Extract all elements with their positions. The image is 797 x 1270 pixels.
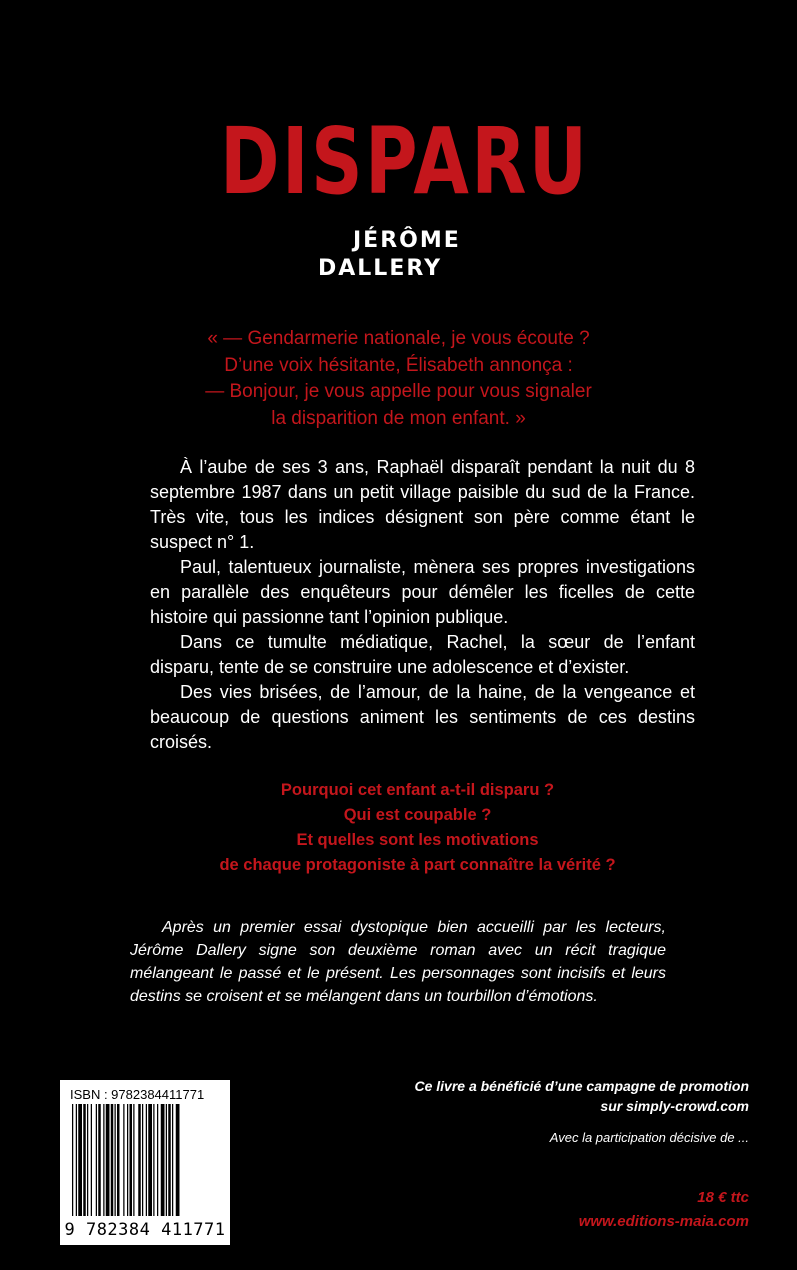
barcode-bar (123, 1104, 124, 1216)
isbn-label: ISBN : 9782384411771 (70, 1087, 205, 1102)
book-title: DISPARU (220, 108, 590, 215)
barcode-bar (127, 1104, 128, 1216)
barcode-bar (172, 1104, 173, 1216)
barcode-bar (142, 1104, 143, 1216)
quote-line: « — Gendarmerie nationale, je vous écoute ? (207, 328, 590, 349)
barcode-bar (161, 1104, 165, 1216)
participation-text: Avec la participation décisive de ... (549, 1130, 749, 1145)
barcode-bar (103, 1104, 104, 1216)
barcode-bar (130, 1104, 133, 1216)
barcode-box (60, 1080, 230, 1245)
barcode-bar (115, 1104, 116, 1216)
barcode-bar (138, 1104, 141, 1216)
barcode-bar (96, 1104, 97, 1216)
barcode-bar (117, 1104, 120, 1216)
price: 18 € ttc (697, 1189, 749, 1206)
barcode-bar (166, 1104, 167, 1216)
author-name (318, 228, 478, 288)
barcode-bar (83, 1104, 86, 1216)
website-link[interactable]: www.editions-maia.com (578, 1213, 749, 1230)
author-bio (130, 916, 666, 1008)
question-line: de chaque protagoniste à part connaître la vérité ? (219, 856, 616, 874)
barcode-bar (133, 1104, 134, 1216)
quote-line: la disparition de mon enfant. » (271, 407, 526, 429)
author-last-name: DALLERY (318, 256, 443, 281)
barcode-bar (111, 1104, 114, 1216)
barcode-bar (168, 1104, 171, 1216)
promo-line: sur simply-crowd.com (600, 1098, 749, 1114)
promo-block (349, 1076, 749, 1145)
synopsis (150, 455, 695, 755)
barcode-bar (153, 1104, 154, 1216)
barcode-bar (76, 1104, 77, 1216)
barcode-bar (72, 1104, 73, 1216)
barcode-bar (87, 1104, 88, 1216)
price-block (579, 1186, 749, 1234)
synopsis-paragraph: Paul, talentueux journaliste, mènera ses propres investigations en parallèle des enquêteurs pour démêler les ficelles de cette histoire qui passionne tant l’opinion publique. (150, 557, 695, 627)
synopsis-paragraph: Des vies brisées, de l’amour, de la haine, de la vengeance et beaucoup de questions animent les sentiments de ces destins croisés. (150, 682, 695, 752)
question-line: Et quelles sont les motivations (296, 831, 539, 849)
quote-line: D’une voix hésitante, Élisabeth annonça : (224, 354, 573, 376)
barcode-bar (98, 1104, 101, 1216)
author-first-name: JÉRÔME (353, 228, 461, 253)
isbn-digits: 9 782384 411771 (64, 1220, 226, 1240)
question-line: Pourquoi cet enfant a-t-il disparu ? (280, 781, 555, 799)
author-bio-text: Après un premier essai dystopique bien accueilli par les lecteurs, Jérôme Dallery signe son deuxième roman avec un récit tragique mélangeant le passé et le présent. Les personnages sont incisifs et leurs destins se croisent et se mélangent dans un tourbillon d’émotions. (130, 919, 666, 1005)
barcode-bar (78, 1104, 82, 1216)
barcode-bar (148, 1104, 152, 1216)
barcode-bar (157, 1104, 158, 1216)
barcode-bar (106, 1104, 110, 1216)
opening-quote (150, 326, 647, 432)
synopsis-paragraph: À l’aube de ses 3 ans, Raphaël disparaît pendant la nuit du 8 septembre 1987 dans un petit village paisible du sud de la France. Très vite, tous les indices désignent son père comme étant le suspect n° 1. (150, 457, 695, 552)
barcode-bar (146, 1104, 147, 1216)
quote-line: — Bonjour, je vous appelle pour vous signaler (205, 381, 592, 402)
barcode-bar (91, 1104, 92, 1216)
synopsis-paragraph: Dans ce tumulte médiatique, Rachel, la sœur de l’enfant disparu, tente de se construire une adolescence et d’exister. (150, 632, 695, 677)
promo-line: Ce livre a bénéficié d’une campagne de promotion (414, 1078, 749, 1094)
barcode-bar (176, 1104, 180, 1216)
questions-block (150, 778, 685, 878)
question-line: Qui est coupable ? (343, 806, 492, 824)
barcode-image (70, 1104, 220, 1220)
